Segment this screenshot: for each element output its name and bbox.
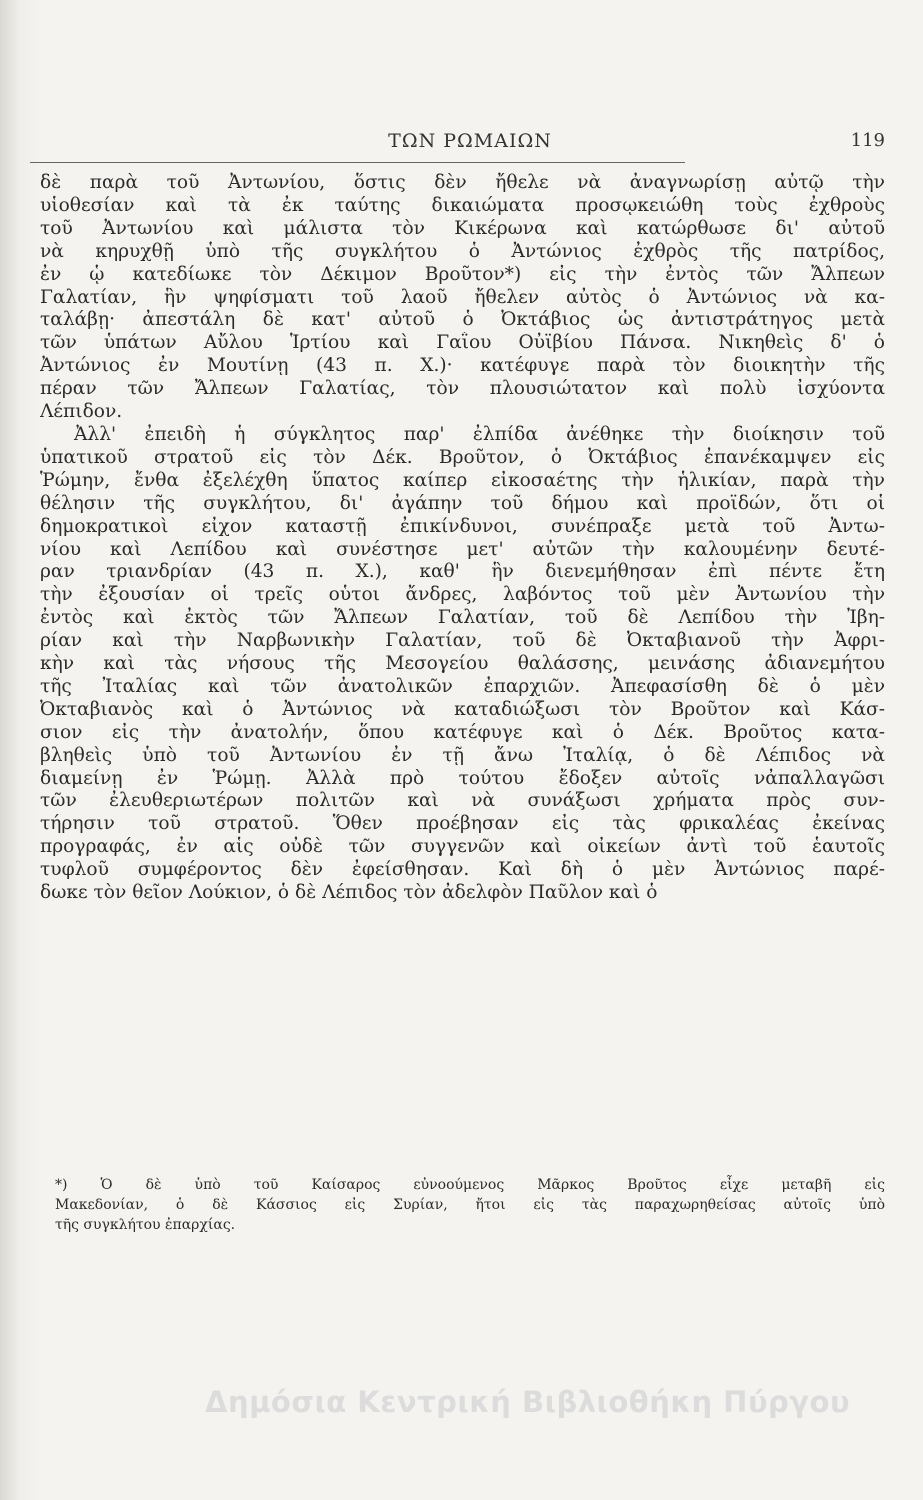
text-line: ἐν ᾧ κατεδίωκε τὸν Δέκιμον Βροῦτον*) εἰς τὴν ἐντὸς τῶν Ἄλπεων (40, 263, 885, 285)
text-line: δωκε τὸν θεῖον Λούκιον, ὁ δὲ Λέπιδος τὸν ἀδελφὸν Παῦλον καὶ ὁ (40, 882, 658, 904)
text-line: Ἀλλ' ἐπειδὴ ἡ σύγκλητος παρ' ἐλπίδα ἀνέθηκε τὴν διοίκησιν τοῦ (74, 423, 885, 445)
text-line: σιον εἰς τὴν ἀνατολήν, ὅπου κατέφυγε καὶ ὁ Δέκ. Βροῦτος κατα- (40, 721, 885, 743)
text-line: Λέπιδον. (40, 401, 123, 423)
header-rule (30, 162, 685, 163)
text-line: τῶν ἐλευθεριωτέρων πολιτῶν καὶ νὰ συνάξωσι χρήματα πρὸς συν- (40, 790, 885, 812)
footnote-line: *) Ὁ δὲ ὑπὸ τοῦ Καίσαρος εὐνοούμενος Μᾶρκος Βροῦτος εἶχε μεταβῆ εἰς (55, 1177, 885, 1193)
paragraph (40, 424, 885, 905)
body-text (40, 172, 885, 905)
text-line: τοῦ Ἀντωνίου καὶ μάλιστα τὸν Κικέρωνα καὶ κατώρθωσε δι' αὐτοῦ (40, 217, 885, 239)
text-line: τὴν ἐξουσίαν οἱ τρεῖς οὗτοι ἄνδρες, λαβόντος τοῦ μὲν Ἀντωνίου τὴν (40, 584, 885, 606)
text-line: θέλησιν τῆς συγκλήτου, δι' ἀγάπην τοῦ δήμου καὶ προϊδών, ὅτι οἱ (40, 492, 885, 514)
text-line: πέραν τῶν Ἄλπεων Γαλατίας, τὸν πλουσιώτατον καὶ πολὺ ἰσχύοντα (40, 378, 885, 400)
text-line: υἱοθεσίαν καὶ τὰ ἐκ ταύτης δικαιώματα προσῳκειώθη τοὺς ἐχθροὺς (40, 194, 885, 216)
text-line: Ὀκταβιανὸς καὶ ὁ Ἀντώνιος νὰ καταδιώξωσι τὸν Βροῦτον καὶ Κάσ- (40, 698, 885, 720)
text-line: δημοκρατικοὶ εἶχον καταστῇ ἐπικίνδυνοι, συνέπραξε μετὰ τοῦ Ἀντω- (40, 515, 885, 537)
paragraph (40, 172, 885, 424)
text-line: βληθεὶς ὑπὸ τοῦ Ἀντωνίου ἐν τῇ ἄνω Ἰταλίᾳ, ὁ δὲ Λέπιδος νὰ (40, 744, 885, 766)
text-line: νίου καὶ Λεπίδου καὶ συνέστησε μετ' αὐτῶν τὴν καλουμένην δευτέ- (40, 538, 885, 560)
text-line: τήρησιν τοῦ στρατοῦ. Ὅθεν προέβησαν εἰς τὰς φρικαλέας ἐκείνας (40, 813, 885, 835)
library-watermark: Δημόσια Κεντρική Βιβλιοθήκη Πύργου (205, 1385, 851, 1419)
text-line: τῶν ὑπάτων Αὔλου Ἱρτίου καὶ Γαΐου Οὐϊβίου Πάνσα. Νικηθεὶς δ' ὁ (40, 332, 885, 354)
text-line: Γαλατίαν, ἣν ψηφίσματι τοῦ λαοῦ ἤθελεν αὐτὸς ὁ Ἀντώνιος νὰ κα- (40, 286, 885, 308)
text-line: Ἀντώνιος ἐν Μουτίνῃ (43 π. Χ.)· κατέφυγε παρὰ τὸν διοικητὴν τῆς (40, 355, 885, 377)
text-line: Ῥώμην, ἔνθα ἐξελέχθη ὕπατος καίπερ εἰκοσαέτης τὴν ἡλικίαν, παρὰ τὴν (40, 469, 885, 491)
text-line: νὰ κηρυχθῇ ὑπὸ τῆς συγκλήτου ὁ Ἀντώνιος ἐχθρὸς τῆς πατρίδος, (40, 240, 885, 262)
text-line: προγραφάς, ἐν αἷς οὐδὲ τῶν συγγενῶν καὶ οἰκείων ἀντὶ τοῦ ἑαυτοῖς (40, 836, 885, 858)
footnote-line: τῆς συγκλήτου ἐπαρχίας. (55, 1217, 236, 1233)
text-line: τυφλοῦ συμφέροντος δὲν ἐφείσθησαν. Καὶ δὴ ὁ μὲν Ἀντώνιος παρέ- (40, 859, 885, 881)
footnote (55, 1175, 885, 1235)
text-line: κὴν καὶ τὰς νήσους τῆς Μεσογείου θαλάσσης, μεινάσης ἀδιανεμήτου (40, 653, 885, 675)
text-line: διαμείνῃ ἐν Ῥώμῃ. Ἀλλὰ πρὸ τούτου ἔδοξεν αὐτοῖς νἀπαλλαγῶσι (40, 767, 885, 789)
text-line: ἐντὸς καὶ ἐκτὸς τῶν Ἄλπεων Γαλατίαν, τοῦ δὲ Λεπίδου τὴν Ἰβη- (40, 607, 885, 629)
text-line: ραν τριανδρίαν (43 π. Χ.), καθ' ἣν διενεμήθησαν ἐπὶ πέντε ἔτη (40, 561, 885, 583)
running-title: ΤΩΝ ΡΩΜΑΙΩΝ (388, 130, 552, 152)
text-line: ταλάβῃ· ἀπεστάλη δὲ κατ' αὐτοῦ ὁ Ὀκτάβιος ὡς ἀντιστράτηγος μετὰ (40, 309, 885, 331)
text-line: ὑπατικοῦ στρατοῦ εἰς τὸν Δέκ. Βροῦτον, ὁ Ὀκτάβιος ἐπανέκαμψεν εἰς (40, 446, 885, 468)
footnote-line: Μακεδονίαν, ὁ δὲ Κάσσιος εἰς Συρίαν, ἤτοι εἰς τὰς παραχωρηθείσας αὐτοῖς ὑπὸ (55, 1197, 885, 1213)
text-line: τῆς Ἰταλίας καὶ τῶν ἀνατολικῶν ἐπαρχιῶν. Ἀπεφασίσθη δὲ ὁ μὲν (40, 675, 885, 697)
text-line: ρίαν καὶ τὴν Ναρβωνικὴν Γαλατίαν, τοῦ δὲ Ὀκταβιανοῦ τὴν Ἀφρι- (40, 630, 885, 652)
text-line: δὲ παρὰ τοῦ Ἀντωνίου, ὅστις δὲν ἤθελε νὰ ἀναγνωρίσῃ αὐτῷ τὴν (40, 172, 885, 193)
page-header (55, 130, 885, 160)
page-number: 119 (850, 130, 885, 151)
